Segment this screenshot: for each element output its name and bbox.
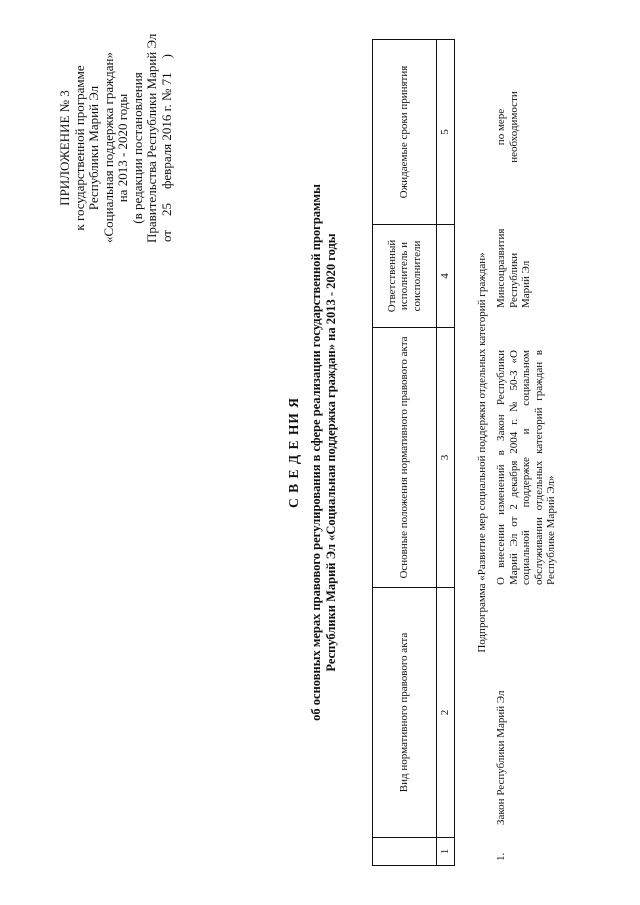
appendix-line: к государственной программе <box>71 65 87 231</box>
appendix-line: Правительства Республики Марий Эл <box>144 33 159 243</box>
column-number: 3 <box>437 328 455 588</box>
column-number: 1 <box>437 838 455 866</box>
row-act-kind: Закон Республики Марий Эл <box>495 690 507 825</box>
appendix-date <box>160 53 175 243</box>
appendix-block <box>57 33 174 243</box>
row-act-description: О внесении изменений в Закон Республики Марий Эл от 2 декабря 2004 г. № 50-З «О социальной поддержке и социальном обслуживании отдельных категорий граждан в Республике Марий Эл» <box>495 350 557 585</box>
header-cell <box>373 838 437 866</box>
heading-line: об основных мерах правового регулирования в сфере реализации государственной программы <box>309 184 323 721</box>
document-title: С В Е Д Е НИ Я <box>286 396 301 509</box>
date-prefix: от <box>158 230 174 243</box>
column-number: 2 <box>437 588 455 838</box>
table-header-row <box>373 40 437 866</box>
header-cell: Вид нормативного правового акта <box>373 588 437 838</box>
heading-line: Республики Марий Эл «Социальная поддержка граждан» на 2013 - 2020 годы <box>324 233 338 672</box>
subprogram-title: Подпрограмма «Развитие мер социальной поддержки отдельных категорий граждан» <box>476 252 488 653</box>
measures-table <box>372 39 455 866</box>
appendix-line: (в редакции постановления <box>129 72 145 224</box>
appendix-line: «Социальная поддержка граждан» <box>100 52 116 243</box>
column-number: 5 <box>437 40 455 225</box>
appendix-title: ПРИЛОЖЕНИЕ № 3 <box>57 90 72 206</box>
table-number-row <box>437 40 455 866</box>
date-rest: февраля 2016 г. № 71 <box>158 72 174 190</box>
appendix-line: Республики Марий Эл <box>86 85 101 211</box>
header-cell: Основные положения нормативного правового акта <box>373 328 437 588</box>
date-day: 25 <box>158 203 174 217</box>
header-cell: Ответственный исполнитель и соисполнители <box>373 225 437 328</box>
row-term: по мере необходимости <box>495 91 520 163</box>
row-executor: Минсоцразвития Республики Марий Эл <box>495 228 532 308</box>
document-heading <box>286 40 339 865</box>
row-number: 1. <box>495 852 507 861</box>
column-number: 4 <box>437 225 455 328</box>
date-close: ) <box>158 53 174 59</box>
header-cell: Ожидаемые сроки принятия <box>373 40 437 225</box>
appendix-line: на 2013 - 2020 годы <box>115 93 130 203</box>
